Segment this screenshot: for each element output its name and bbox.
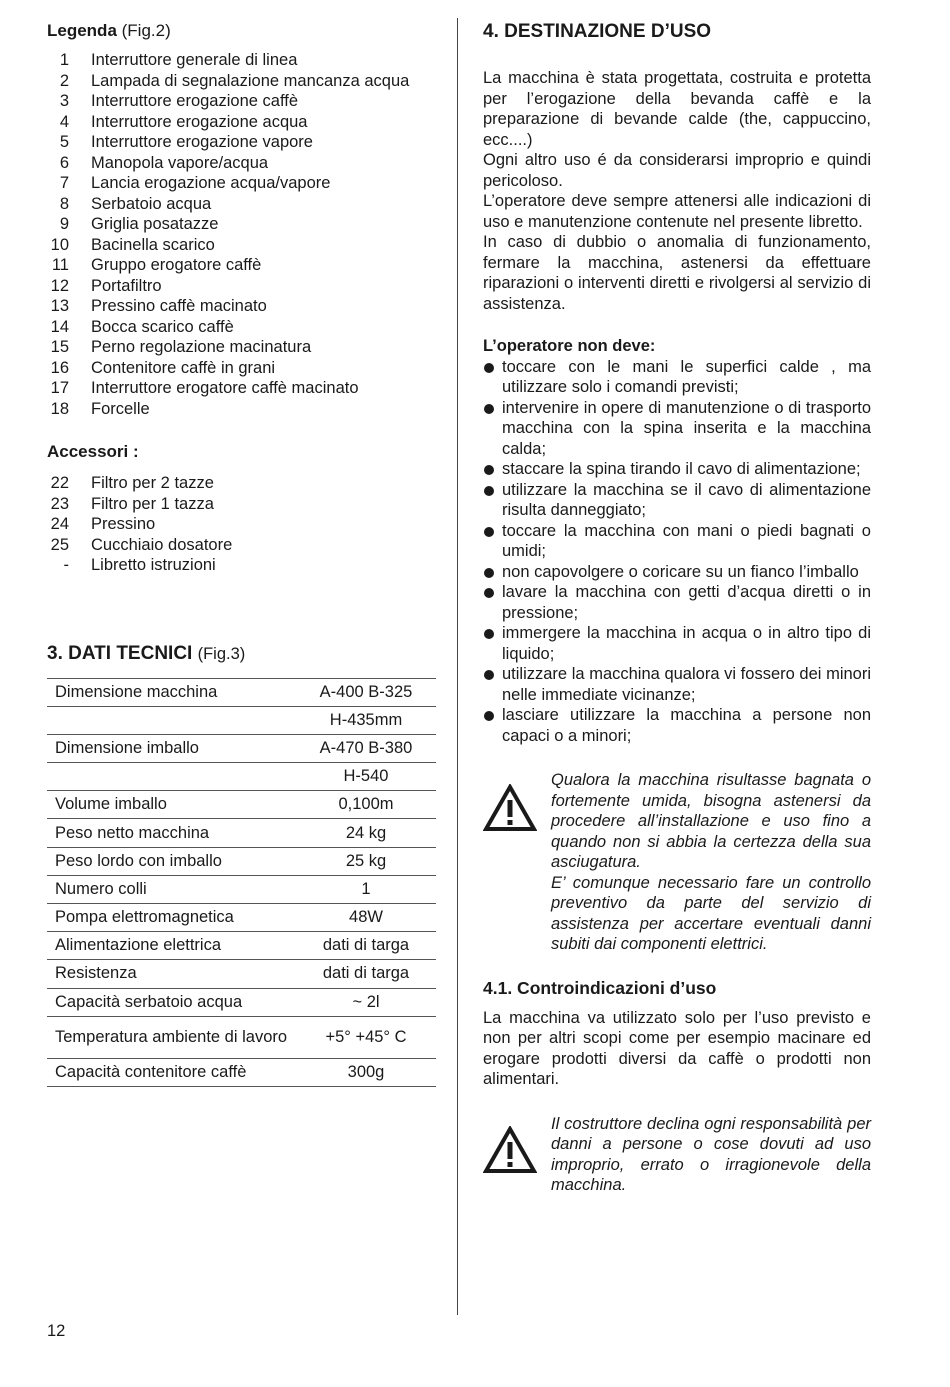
warning-triangle-icon <box>483 770 551 955</box>
bullet-dot-icon <box>483 480 502 521</box>
item-label: Serbatoio acqua <box>91 194 212 213</box>
non-deve-list <box>483 357 871 747</box>
list-item <box>47 91 437 112</box>
item-label: Lampada di segnalazione mancanza acqua <box>91 71 410 90</box>
item-label: Lancia erogazione acqua/vapore <box>91 174 331 192</box>
destinazione-paragraph: L’operatore deve sempre attenersi alle indicazioni di uso e manutenzione contenute nel presente libretto. <box>483 192 871 231</box>
list-item <box>47 214 437 235</box>
item-number: 10 <box>50 235 69 254</box>
bullet-text: non capovolgere o coricare su un fianco l’imballo <box>502 562 859 581</box>
item-label: Perno regolazione macinatura <box>91 338 312 356</box>
item-label: Manopola vapore/acqua <box>91 153 269 172</box>
item-label: Interruttore erogazione acqua <box>91 112 308 131</box>
specs-table <box>47 678 436 1087</box>
item-label: Bacinella scarico <box>91 235 215 254</box>
dati-tecnici-fig-ref: (Fig.3) <box>197 644 246 663</box>
warning-box-moisture <box>483 770 871 955</box>
item-number: 5 <box>59 133 69 151</box>
destinazione-heading: 4. DESTINAZIONE D’USO <box>483 21 712 42</box>
legend-title: Legenda <box>47 21 117 40</box>
spec-value: H-540 <box>296 763 436 791</box>
table-row <box>47 847 436 875</box>
spec-label: Peso lordo con imballo <box>47 847 296 875</box>
spec-value: 1 <box>296 875 436 903</box>
bullet-dot-icon <box>483 398 502 460</box>
item-number: 25 <box>50 535 69 554</box>
list-item <box>47 337 437 358</box>
item-number: 16 <box>50 358 69 377</box>
item-number: 24 <box>50 515 69 533</box>
list-item <box>47 555 437 576</box>
list-item <box>47 50 437 71</box>
list-item <box>47 473 437 494</box>
bullet-text: utilizzare la macchina se il cavo di alimentazione risulta danneggiato; <box>502 480 871 519</box>
spec-value: 24 kg <box>296 819 436 847</box>
item-number: 11 <box>51 256 69 274</box>
item-label: Filtro per 2 tazze <box>91 474 214 492</box>
spec-value: A-400 B-325 <box>296 678 436 706</box>
spec-label: Dimensione macchina <box>47 678 296 706</box>
accessori-list <box>47 473 437 576</box>
item-number: 22 <box>50 474 69 492</box>
spec-value: +5° +45° C <box>296 1016 436 1058</box>
table-row <box>47 706 436 734</box>
bullet-dot-icon <box>483 664 502 705</box>
list-item <box>483 664 871 705</box>
item-number: 3 <box>59 92 69 110</box>
list-item <box>47 194 437 215</box>
legend-fig-ref: (Fig.2) <box>121 21 171 40</box>
bullet-dot-icon <box>483 582 502 623</box>
warning-triangle-icon <box>483 1114 551 1196</box>
item-number: 12 <box>50 276 69 295</box>
spec-label: Capacità serbatoio acqua <box>47 988 296 1016</box>
warning-text-line: Qualora la macchina risultasse bagnata o fortemente umida, bisogna astenersi da procedere all’installazione e uso fino a quando non si abbia la certezza della sua asciugatura. <box>551 771 871 871</box>
list-item <box>483 398 871 460</box>
table-row <box>47 678 436 706</box>
spec-value: 0,100m <box>296 791 436 819</box>
table-row <box>47 1016 436 1058</box>
spec-value: A-470 B-380 <box>296 734 436 762</box>
warning-text <box>551 770 871 955</box>
list-item <box>47 514 437 535</box>
item-number: - <box>63 556 69 574</box>
non-deve-heading: L’operatore non deve: <box>483 337 656 355</box>
legend-heading <box>47 20 437 42</box>
spec-value: dati di targa <box>296 932 436 960</box>
list-item <box>47 296 437 317</box>
spec-label: Numero colli <box>47 875 296 903</box>
list-item <box>47 132 437 153</box>
item-number: 7 <box>59 174 69 192</box>
item-label: Pressino caffè macinato <box>91 297 267 315</box>
page-number: 12 <box>47 1322 66 1340</box>
list-item <box>47 378 437 399</box>
bullet-dot-icon <box>483 623 502 664</box>
list-item <box>483 562 871 583</box>
list-item <box>47 71 437 92</box>
item-number: 6 <box>59 153 69 172</box>
item-label: Filtro per 1 tazza <box>91 494 214 513</box>
bullet-dot-icon <box>483 357 502 398</box>
list-item <box>483 357 871 398</box>
table-row <box>47 960 436 988</box>
spec-label: Pompa elettromagnetica <box>47 904 296 932</box>
destinazione-paragraph: Ogni altro uso é da considerarsi improprio e quindi pericoloso. <box>483 151 871 190</box>
list-item <box>47 112 437 133</box>
left-column <box>47 18 437 1087</box>
item-label: Bocca scarico caffè <box>91 317 234 336</box>
item-number: 18 <box>50 399 69 418</box>
spec-label <box>47 706 296 734</box>
item-number: 9 <box>59 215 69 233</box>
warning-text-line: E’ comunque necessario fare un controllo preventivo da parte del servizio di assistenza per accertare eventuali danni subiti dai componenti elettrici. <box>551 873 871 953</box>
warning-box-liability <box>483 1114 871 1196</box>
bullet-text: lavare la macchina con getti d’acqua diretti o in pressione; <box>502 583 871 622</box>
bullet-dot-icon <box>483 705 502 746</box>
destinazione-paragraph: La macchina è stata progettata, costruita e protetta per l’erogazione della bevanda caffè e la preparazione di bevande calde (the, cappuccino, ecc....) <box>483 69 871 149</box>
spec-label: Dimensione imballo <box>47 734 296 762</box>
item-label: Contenitore caffè in grani <box>91 358 276 377</box>
item-label: Portafiltro <box>91 276 162 295</box>
bullet-text: toccare con le mani le superfici calde , ma utilizzare solo i comandi previsti; <box>502 357 871 396</box>
spec-value: 48W <box>296 904 436 932</box>
list-item <box>47 358 437 379</box>
bullet-dot-icon <box>483 562 502 583</box>
item-label: Interruttore erogatore caffè macinato <box>91 379 359 397</box>
item-number: 8 <box>59 194 69 213</box>
dati-tecnici-title: 3. DATI TECNICI <box>47 642 193 664</box>
spec-label: Capacità contenitore caffè <box>47 1058 296 1086</box>
bullet-text: lasciare utilizzare la macchina a persone non capaci o a minori; <box>502 706 871 745</box>
bullet-text: toccare la macchina con mani o piedi bagnati o umidi; <box>502 521 871 560</box>
item-label: Interruttore generale di linea <box>91 51 298 69</box>
dati-tecnici-heading <box>47 642 437 666</box>
list-item <box>47 173 437 194</box>
table-row <box>47 875 436 903</box>
list-item <box>47 494 437 515</box>
right-column <box>483 18 871 1196</box>
list-item <box>483 705 871 746</box>
list-item <box>47 153 437 174</box>
item-label: Cucchiaio dosatore <box>91 535 233 554</box>
table-row <box>47 988 436 1016</box>
list-item <box>47 317 437 338</box>
controindicazioni-heading: 4.1. Controindicazioni d’uso <box>483 977 717 998</box>
table-row <box>47 791 436 819</box>
item-number: 15 <box>50 338 69 356</box>
item-label: Pressino <box>91 515 156 533</box>
list-item <box>47 276 437 297</box>
list-item <box>47 235 437 256</box>
bullet-dot-icon <box>483 459 502 480</box>
legend-list <box>47 50 437 419</box>
spec-label: Volume imballo <box>47 791 296 819</box>
column-divider <box>457 18 458 1315</box>
spec-value: dati di targa <box>296 960 436 988</box>
controindicazioni-paragraph: La macchina va utilizzato solo per l’uso previsto e non per altri scopi come per esempio macinare ed erogare prodotti diversi da caffè o prodotti non alimentari. <box>483 1008 871 1088</box>
accessori-heading: Accessori : <box>47 442 139 461</box>
bullet-text: immergere la macchina in acqua o in altro tipo di liquido; <box>502 624 871 663</box>
item-label: Interruttore erogazione caffè <box>91 92 298 110</box>
spec-label: Resistenza <box>47 960 296 988</box>
list-item <box>47 399 437 420</box>
list-item <box>47 255 437 276</box>
table-row <box>47 763 436 791</box>
spec-label <box>47 763 296 791</box>
bullet-text: staccare la spina tirando il cavo di alimentazione; <box>502 460 861 478</box>
destinazione-paragraph: In caso di dubbio o anomalia di funzionamento, fermare la macchina, astenersi da effettuare riparazioni o interventi diretti e rivolgersi al servizio di assistenza. <box>483 233 871 313</box>
list-item <box>483 582 871 623</box>
item-number: 2 <box>59 71 69 90</box>
bullet-text: utilizzare la macchina qualora vi fossero dei minori nelle immediate vicinanze; <box>502 665 871 704</box>
bullet-text: intervenire in opere di manutenzione o di trasporto macchina con la spina inserita e la macchina calda; <box>502 398 871 458</box>
item-number: 14 <box>50 317 69 336</box>
spec-value: H-435mm <box>296 706 436 734</box>
spec-label: Peso netto macchina <box>47 819 296 847</box>
item-label: Forcelle <box>91 399 150 418</box>
item-label: Griglia posatazze <box>91 215 219 233</box>
table-row <box>47 734 436 762</box>
list-item <box>483 521 871 562</box>
item-label: Gruppo erogatore caffè <box>91 256 262 274</box>
list-item <box>483 480 871 521</box>
list-item <box>483 623 871 664</box>
table-row <box>47 1058 436 1086</box>
spec-value: 300g <box>296 1058 436 1086</box>
spec-label: Temperatura ambiente di lavoro <box>47 1016 296 1058</box>
spec-label: Alimentazione elettrica <box>47 932 296 960</box>
item-number: 17 <box>50 379 69 397</box>
item-number: 23 <box>50 494 69 513</box>
spec-value: 25 kg <box>296 847 436 875</box>
item-label: Interruttore erogazione vapore <box>91 133 313 151</box>
item-label: Libretto istruzioni <box>91 556 216 574</box>
table-row <box>47 819 436 847</box>
bullet-dot-icon <box>483 521 502 562</box>
table-row <box>47 904 436 932</box>
item-number: 13 <box>50 297 69 315</box>
spec-value: ~ 2l <box>296 988 436 1016</box>
item-number: 4 <box>59 112 69 131</box>
warning-text: Il costruttore declina ogni responsabilità per danni a persone o cose dovuti ad uso improprio, errato o irragionevole della macchina. <box>551 1114 871 1194</box>
item-number: 1 <box>59 51 69 69</box>
list-item <box>483 459 871 480</box>
list-item <box>47 535 437 556</box>
table-row <box>47 932 436 960</box>
